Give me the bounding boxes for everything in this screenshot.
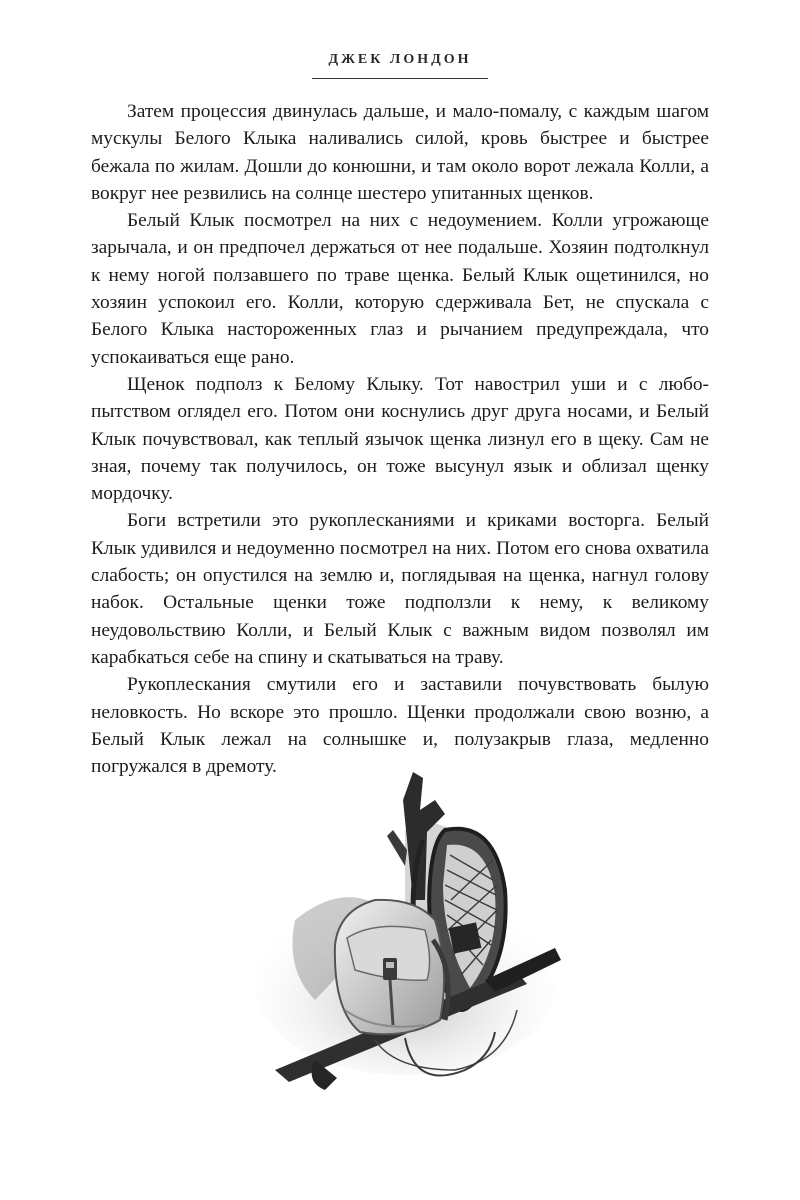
paragraph-3: Щенок подполз к Белому Клыку. Тот навострил уши и с любопытством оглядел его. Потом они коснулись друг друга носами, и Белый Клык почувствовал, как теплый язычок щенка лизнул его в щеку. Сам не зная, почему так получилось, он тоже высунул язык и облизал щенку мордочку.: [91, 373, 709, 505]
paragraph-4: Боги встретили это рукоплесканиями и криками восторга. Белый Клык удивился и недоуменно посмотрел на них. Потом его снова охватила слабость; он опустился на землю и, поглядывая на щенка, нагнул голову набок. Остальные щенки тоже подползли к нему, к великому неудовольствию Колли, и Белый Клык с важным видом позволял им карабкаться себе на спину и скатываться на траву.: [91, 510, 709, 668]
paragraph-5: Рукоплескания смутили его и заставили почувствовать былую неловкость. Но вскоре это прошло. Щенки продолжали свою возню, а Белый Клык лежал на солнышке и, полузакрыв глаза, медленно погружался в дремоту.: [91, 674, 709, 778]
paragraph-2: Белый Клык посмотрел на них с недоумением. Колли угрожающе зарычала, и он предпочел держаться от нее подальше. Хозяин подтолкнул к нему ногой ползавшего по траве щенка. Белый Клык ощетинился, но хозяин успокоил его. Колли, которую сдерживала Бет, не спускала с Белого Клыка настороженных глаз и рычанием предупреждала, что успокаиваться еще рано.: [91, 210, 709, 368]
snowshoes-backpack-rifle-illustration: [255, 770, 565, 1100]
backpack-buckle: [383, 958, 397, 980]
paragraph-1: Затем процессия двинулась дальше, и мало-помалу, с каждым шагом мускулы Белого Клыка наливались силой, кровь быстрее и быстрее бежала по жилам. Дошли до конюшни, и там около ворот лежала Колли, а вокруг нее резвились на солнце шестеро упитанных щенков.: [91, 101, 709, 204]
running-title: ДЖЕК ЛОНДОН: [328, 52, 472, 67]
backpack: [335, 900, 448, 1034]
page-text: [91, 98, 709, 780]
header-rule: [312, 78, 488, 79]
